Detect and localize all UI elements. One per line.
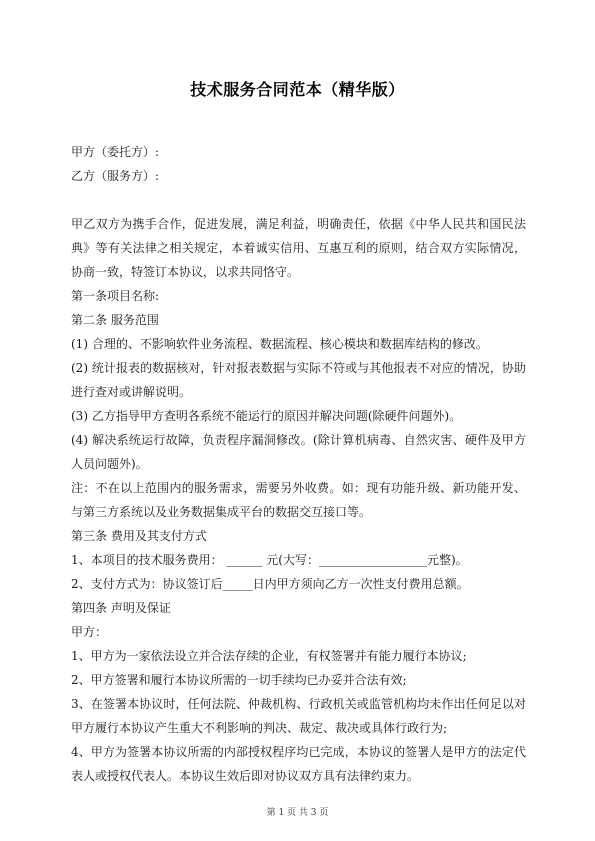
party-a-line: 甲方（委托方）: (71, 145, 160, 159)
fee-item-2: 2、支付方式为：协议签订后_____日内甲方须向乙方一次性支付费用总额。 (71, 577, 469, 591)
declaration-item-3: 3、在签署本协议时，任何法院、仲裁机构、行政机关或监管机构均未作出任何足以对甲方履行本协议产生重大不利影响的判决、裁定、裁决或具体行政行为; (71, 697, 526, 735)
declaration-item-1: 1、甲方为一家依法设立并合法存续的企业，有权签署并有能力履行本协议; (71, 649, 467, 663)
document-title: 技术服务合同范本（精华版） (190, 80, 405, 99)
article-3-heading: 第三条 费用及其支付方式 (71, 529, 207, 543)
scope-item-3: (3) 乙方指导甲方查明各系统不能运行的原因并解决问题(除硬件问题外)。 (71, 409, 462, 423)
page-number: 第 1 页 共 3 页 (266, 808, 329, 818)
scope-item-2: (2) 统计报表的数据核对，针对报表数据与实际不符或与其他报表不对应的情况，协助进行查对或讲解说明。 (71, 361, 526, 399)
article-1-heading: 第一条项目名称: (71, 289, 160, 303)
scope-item-4: (4) 解决系统运行故障，负责程序漏洞修改。(除计算机病毒、自然灾害、硬件及甲方人员问题外)。 (71, 433, 526, 471)
article-4-heading: 第四条 声明及保证 (71, 601, 171, 615)
intro-paragraph: 甲乙双方为携手合作，促进发展，满足利益，明确责任，依据《中华人民共和国民法典》等有关法律之相关规定，本着诚实信用、互惠互利的原则，结合双方实际情况，协商一致，特签订本协议，以求共同恪守。 (71, 217, 526, 279)
declaration-item-4: 4、甲方为签署本协议所需的内部授权程序均已完成，本协议的签署人是甲方的法定代表人或授权代表人。本协议生效后即对协议双方具有法律约束力。 (71, 745, 526, 783)
document-body (71, 140, 526, 788)
scope-item-1: (1) 合理的、不影响软件业务流程、数据流程、核心模块和数据库结构的修改。 (71, 337, 488, 351)
article-2-heading: 第二条 服务范围 (71, 313, 159, 327)
spacer (71, 188, 526, 212)
party-a-label: 甲方： (71, 625, 108, 639)
note-paragraph: 注：不在以上范围内的服务需求，需要另外收费。如：现有功能升级、新功能开发、与第三方系统以及业务数据集成平台的数据交互接口等。 (71, 481, 526, 519)
party-b-line: 乙方（服务方）: (71, 169, 160, 183)
fee-item-1: 1、本项目的技术服务费用： ______ 元(大写：__________________元整)。 (71, 553, 468, 567)
declaration-item-2: 2、甲方签署和履行本协议所需的一切手续均已办妥并合法有效; (71, 673, 407, 687)
